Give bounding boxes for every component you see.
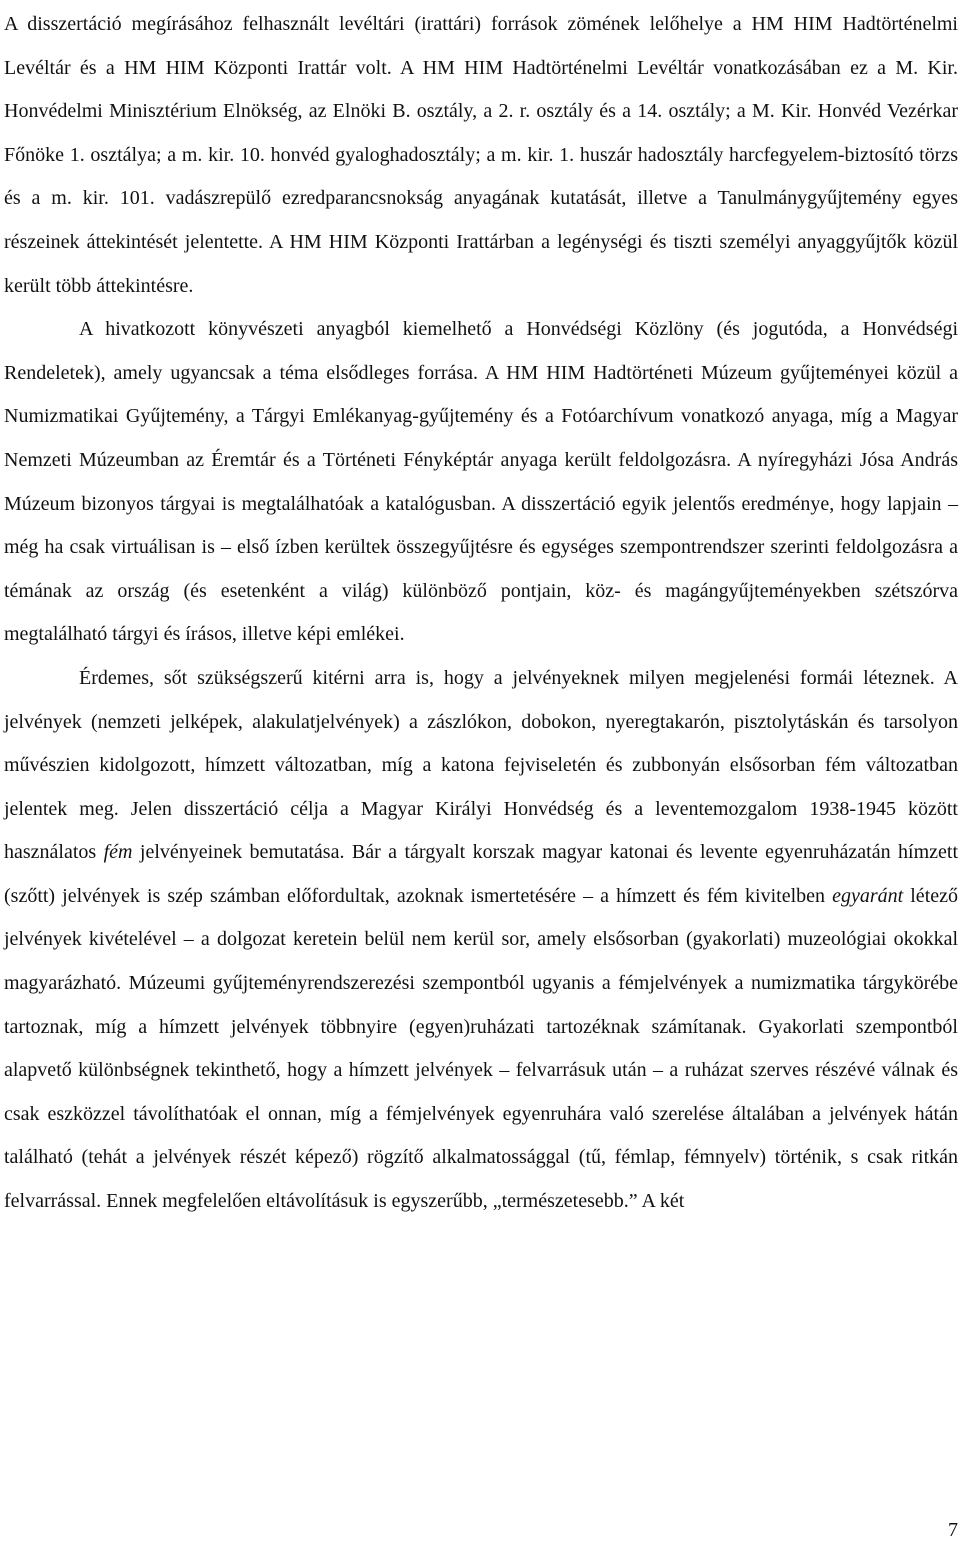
paragraph-badge-forms xyxy=(4,657,958,1224)
page-number: 7 xyxy=(948,1519,958,1541)
body-text xyxy=(4,3,958,1224)
italic-emphasis: egyaránt xyxy=(832,884,904,907)
paragraph-text: Érdemes, sőt szükségszerű kitérni arra is, hogy a jelvényeknek milyen megjelenési formái léteznek. A jelvények (nemzeti jelképek, alakulatjelvények) a zászlókon, dobokon, nyeregtakarón, pisztolytáskán és tarsolyon művészien kidolgozott, hímzett változatban, míg a katona fejviseletén és zubbonyán elsősorban fém változatban jelentek meg. Jelen disszertáció célja a Magyar Királyi Honvédség és a leventemozgalom 1938-1945 között használatos xyxy=(4,666,958,864)
paragraph-text: létező jelvények kivételével – a dolgozat keretein belül nem kerül sor, amely elsősorban (gyakorlati) muzeológiai okokkal magyarázható. Múzeumi gyűjteményrendszerezési szempontból ugyanis a fémjelvények a numizmatika tárgykörébe tartoznak, míg a hímzett jelvények többnyire (egyen)ruházati tartozéknak számítanak. Gyakorlati szempontból alapvető különbségnek tekinthető, hogy a hímzett jelvények – felvarrásuk után – a ruházat szerves részévé válnak és csak eszközzel távolíthatóak el onnan, míg a fémjelvények egyenruhára való szerelése általában a jelvények hátán található (tehát a jelvények részét képező) rögzítő alkalmatossággal (tű, fémlap, fémnyelv) történik, s csak ritkán felvarrással. Ennek megfelelően eltávolításuk is egyszerűbb, „természetesebb.” A két xyxy=(4,884,958,1213)
paragraph-text: A hivatkozott könyvészeti anyagból kiemelhető a Honvédségi Közlöny (és jogutóda, a Honvédségi Rendeletek), amely ugyancsak a téma elsődleges forrása. A HM HIM Hadtörténeti Múzeum gyűjteményei közül a Numizmatikai Gyűjtemény, a Tárgyi Emlékanyag-gyűjtemény és a Fotóarchívum vonatkozó anyaga, míg a Magyar Nemzeti Múzeumban az Éremtár és a Történeti Fényképtár anyaga került feldolgozásra. A nyíregyházi Jósa András Múzeum bizonyos tárgyai is megtalálhatóak a katalógusban. A disszertáció egyik jelentős eredménye, hogy lapjain – még ha csak virtuálisan is – első ízben kerültek összegyűjtésre és egységes szempontrendszer szerinti feldolgozásra a témának az ország (és esetenként a világ) különböző pontjain, köz- és magángyűjteményekben szétszórva megtalálható tárgyi és írásos, illetve képi emlékei. xyxy=(4,318,958,646)
paragraph-text: jelvényeinek bemutatása. Bár a tárgyalt korszak magyar katonai és levente egyenruházatán hímzett (szőtt) jelvények is szép számban előfordultak, azoknak ismertetésére – a hímzett és fém kivitelben xyxy=(4,841,959,907)
italic-emphasis: fém xyxy=(103,841,133,864)
paragraph-bibliography xyxy=(4,308,958,657)
paragraph-sources xyxy=(4,3,958,308)
paragraph-text: A disszertáció megírásához felhasznált levéltári (irattári) források zömének lelőhelye a HM HIM Hadtörténelmi Levéltár és a HM HIM Központi Irattár volt. A HM HIM Hadtörténelmi Levéltár vonatkozásában ez a M. Kir. Honvédelmi Minisztérium Elnökség, az Elnöki B. osztály, a 2. r. osztály és a 14. osztály; a M. Kir. Honvéd Vezérkar Főnöke 1. osztálya; a m. kir. 10. honvéd gyaloghadosztály; a m. kir. 1. huszár hadosztály harcfegyelem-biztosító törzs és a m. kir. 101. vadászrepülő ezredparancsnokság anyagának kutatását, illetve a Tanulmánygyűjtemény egyes részeinek áttekintését jelentette. A HM HIM Központi Irattárban a legénységi és tiszti személyi anyaggyűjtők közül került több áttekintésre. xyxy=(4,13,958,297)
